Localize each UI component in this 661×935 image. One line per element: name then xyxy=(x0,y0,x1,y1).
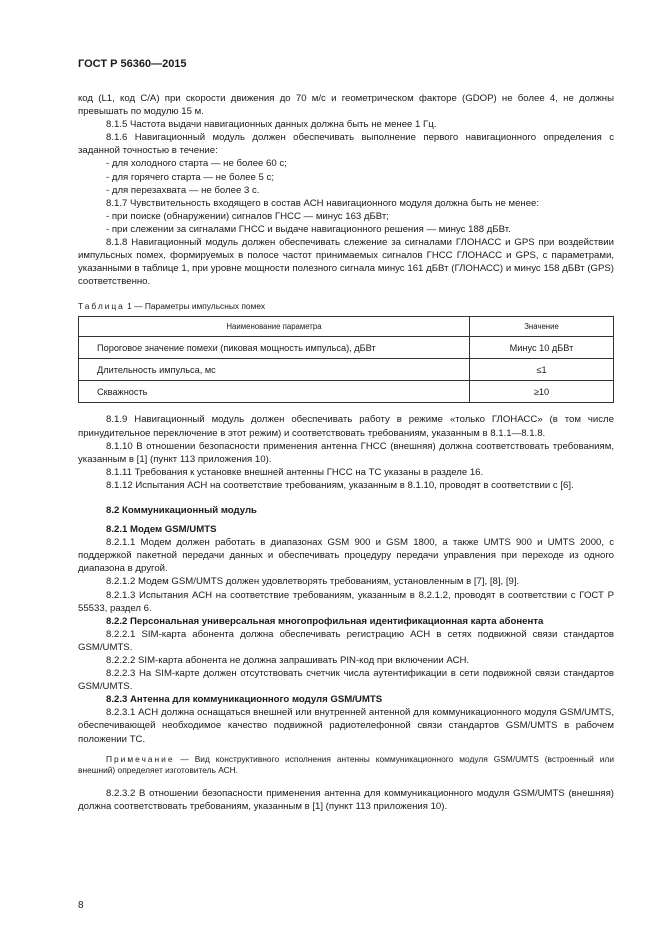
note xyxy=(78,754,614,777)
table-cell-value: ≥10 xyxy=(470,381,614,403)
pulse-noise-table xyxy=(78,316,614,403)
subsection-heading-8-2-2: 8.2.2 Персональная универсальная многопрофильная идентификационная карта абонента xyxy=(106,615,544,627)
paragraph-8-2-1-2: 8.2.1.2 Модем GSM/UMTS должен удовлетворять требованиям, установленным в [7], [8], [9]. xyxy=(106,576,520,588)
paragraph-8-2-3-1: 8.2.3.1 АСН должна оснащаться внешней или внутренней антенной для коммуникационного модуля GSM/UMTS, обеспечивающей необходимое качество подвижной радиотелефонной связи стандартов GSM/UMTS в рабочем положении ТС. xyxy=(78,707,614,745)
paragraph-8-1-5: 8.1.5 Частота выдачи навигационных данных должна быть не менее 1 Гц. xyxy=(106,119,437,131)
list-item-hot-start: - для горячего старта — не более 5 с; xyxy=(106,171,274,183)
paragraph-8-1-12: 8.1.12 Испытания АСН на соответствие требованиям, указанным в 8.1.10, проводят в соответствии с [6]. xyxy=(106,479,574,491)
column-header-parameter: Наименование параметра xyxy=(79,317,470,337)
paragraph-8-1-9: 8.1.9 Навигационный модуль должен обеспечивать работу в режиме «только ГЛОНАСС» (в том числе принудительное переключение в этот режим) и соответствовать требованиям, указанным в 8.1.1—8.1.8. xyxy=(78,414,614,439)
table-cell-parameter: Пороговое значение помехи (пиковая мощность импульса), дБВт xyxy=(79,337,470,359)
paragraph-8-1-11: 8.1.11 Требования к установке внешней антенны ГНСС на ТС указаны в разделе 16. xyxy=(106,466,484,478)
list-item-tracking: - при слежении за сигналами ГНСС и выдаче навигационного решения — минус 188 дБВт. xyxy=(106,223,511,235)
list-item-search: - при поиске (обнаружении) сигналов ГНСС — минус 163 дБВт; xyxy=(106,210,389,222)
paragraph-8-1-6: 8.1.6 Навигационный модуль должен обеспечивать выполнение первого навигационного определения с заданной точностью в течение: xyxy=(78,132,614,157)
table-cell-value: ≤1 xyxy=(470,359,614,381)
subsection-heading-8-2-1: 8.2.1 Модем GSM/UMTS xyxy=(106,524,217,536)
table-header-row xyxy=(79,317,614,337)
table-row xyxy=(79,381,614,403)
table-row xyxy=(79,359,614,381)
paragraph-8-2-2-1: 8.2.2.1 SIM-карта абонента должна обеспечивать регистрацию АСН в сетях подвижной связи стандартов GSM/UMTS. xyxy=(78,628,614,653)
table-row xyxy=(79,337,614,359)
paragraph-8-2-2-2: 8.2.2.2 SIM-карта абонента не должна запрашивать PIN-код при включении АСН. xyxy=(106,655,470,666)
paragraph-8-1-8: 8.1.8 Навигационный модуль должен обеспечивать слежение за сигналами ГЛОНАСС и GPS при воздействии импульсных помех, формируемых в полосе частот принимаемых сигналов ГНСС ГЛОНАСС и GPS, с параметрами, указанными в таблице 1, при уровне мощности полезного сигнала минус 161 дБВт (ГЛОНАСС) и минус 158 дБВт (GPS) соответственно. xyxy=(78,237,614,288)
list-item-cold-start: - для холодного старта — не более 60 с; xyxy=(106,158,287,170)
paragraph-8-2-2-3: 8.2.2.3 На SIM-карте должен отсутствовать счетчик числа аутентификации в сети подвижной связи стандартов GSM/UMTS. xyxy=(78,668,614,693)
paragraph-8-2-1-3: 8.2.1.3 Испытания АСН на соответствие требованиям, указанным в 8.2.1.2, проводят в соответствии с ГОСТ Р 55533, раздел 6. xyxy=(78,589,614,614)
table-caption-text: 1 — Параметры импульсных помех xyxy=(124,301,266,312)
page-number: 8 xyxy=(78,900,84,911)
note-text: — Вид конструктивного исполнения антенны коммуникационного модуля GSM/UMTS (встроенный или внешний) определяет изготовитель АСН. xyxy=(78,753,614,776)
table-caption xyxy=(78,301,614,311)
paragraph-8-1-7: 8.1.7 Чувствительность входящего в состав АСН навигационного модуля должна быть не менее: xyxy=(106,197,540,209)
table-cell-value: Минус 10 дБВт xyxy=(470,337,614,359)
table-caption-word: Таблица xyxy=(78,301,125,312)
paragraph-continued: код (L1, код С/А) при скорости движения до 70 м/с и геометрическом факторе (GDOP) не более 4, не должны превышать по модулю 15 м. xyxy=(78,93,614,118)
paragraph-8-1-10: 8.1.10 В отношении безопасности применения антенна ГНСС (внешняя) должна соответствовать требованиям, указанным в [1] (пункт 113 приложения 10). xyxy=(78,440,614,465)
column-header-value: Значение xyxy=(470,317,614,337)
section-heading-8-2: 8.2 Коммуникационный модуль xyxy=(106,504,257,516)
table-cell-parameter: Скважность xyxy=(79,381,470,403)
document-page xyxy=(78,58,614,813)
document-header: ГОСТ Р 56360—2015 xyxy=(78,58,187,70)
list-item-reacquisition: - для перезахвата — не более 3 с. xyxy=(106,184,260,196)
paragraph-8-2-1-1: 8.2.1.1 Модем должен работать в диапазонах GSM 900 и GSM 1800, а также UMTS 900 и UMTS 2000, с поддержкой пакетной передачи данных и обеспечивать процедуру передачи управления при переходе из одного диапазона в другой. xyxy=(78,537,614,575)
table-cell-parameter: Длительность импульса, мс xyxy=(79,359,470,381)
subsection-heading-8-2-3: 8.2.3 Антенна для коммуникационного модуля GSM/UMTS xyxy=(106,694,383,706)
paragraph-8-2-3-2: 8.2.3.2 В отношении безопасности применения антенна для коммуникационного модуля GSM/UMTS (внешняя) должна соответствовать требованиям, указанным в [1] (пункт 113 приложения 10). xyxy=(78,787,614,812)
note-word: Примечание xyxy=(106,753,175,764)
